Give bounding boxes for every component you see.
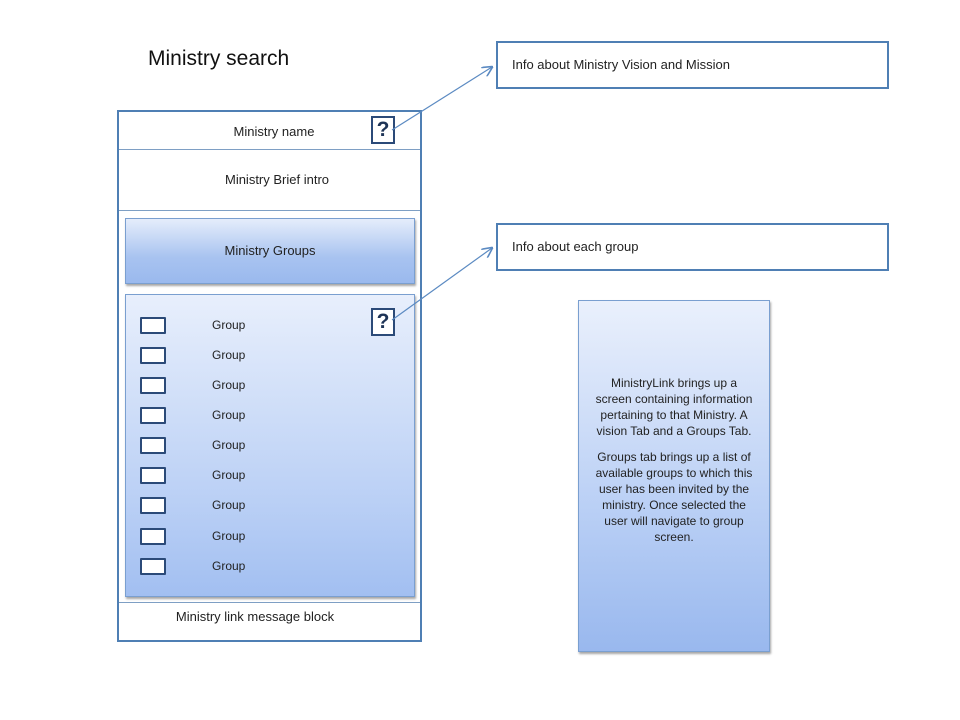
list-item[interactable]	[140, 407, 340, 425]
list-item[interactable]	[140, 528, 340, 546]
ministry-link-message-block: Ministry link message block	[175, 609, 335, 624]
list-item[interactable]	[140, 497, 340, 515]
group-checkbox[interactable]	[140, 437, 166, 454]
group-label: Group	[212, 529, 246, 543]
ministry-groups-button[interactable]: Ministry Groups	[125, 218, 415, 284]
ministry-name-label: Ministry name	[233, 124, 315, 139]
group-label: Group	[212, 468, 246, 482]
group-label: Group	[212, 438, 246, 452]
group-list	[125, 294, 415, 597]
group-label: Group	[212, 408, 246, 422]
list-item[interactable]	[140, 347, 340, 365]
info-vision-mission-text: Info about Ministry Vision and Mission	[512, 57, 730, 72]
list-item[interactable]	[140, 317, 340, 335]
info-each-group-text: Info about each group	[512, 239, 639, 254]
group-label: Group	[212, 378, 246, 392]
group-checkbox[interactable]	[140, 407, 166, 424]
group-label: Group	[212, 318, 246, 332]
page-title: Ministry search	[148, 47, 290, 70]
group-checkbox[interactable]	[140, 347, 166, 364]
help-icon[interactable]	[371, 308, 395, 336]
list-item[interactable]	[140, 558, 340, 576]
group-label: Group	[212, 498, 246, 512]
group-label: Group	[212, 348, 246, 362]
list-item[interactable]	[140, 377, 340, 395]
note-paragraph-2: Groups tab brings up a list of available groups to which this user has been invited by the ministry. Once selected the user will navigate to group screen.	[595, 450, 753, 544]
help-icon[interactable]	[371, 116, 395, 144]
group-checkbox[interactable]	[140, 317, 166, 334]
divider	[119, 210, 420, 211]
note-paragraph-1: MinistryLink brings up a screen containing information pertaining to that Ministry. A vision Tab and a Groups Tab.	[595, 376, 753, 438]
divider	[119, 149, 420, 150]
info-vision-mission-box	[496, 41, 889, 89]
info-each-group-box	[496, 223, 889, 271]
group-checkbox[interactable]	[140, 528, 166, 545]
group-checkbox[interactable]	[140, 467, 166, 484]
divider	[119, 602, 420, 603]
list-item[interactable]	[140, 467, 340, 485]
help-glyph: ?	[376, 310, 390, 333]
group-checkbox[interactable]	[140, 497, 166, 514]
group-checkbox[interactable]	[140, 558, 166, 575]
help-glyph: ?	[376, 118, 390, 141]
ministry-screen-mockup	[117, 110, 422, 642]
group-label: Group	[212, 559, 246, 573]
list-item[interactable]	[140, 437, 340, 455]
description-note	[578, 300, 770, 652]
ministry-brief-intro: Ministry Brief intro	[224, 172, 330, 187]
group-checkbox[interactable]	[140, 377, 166, 394]
